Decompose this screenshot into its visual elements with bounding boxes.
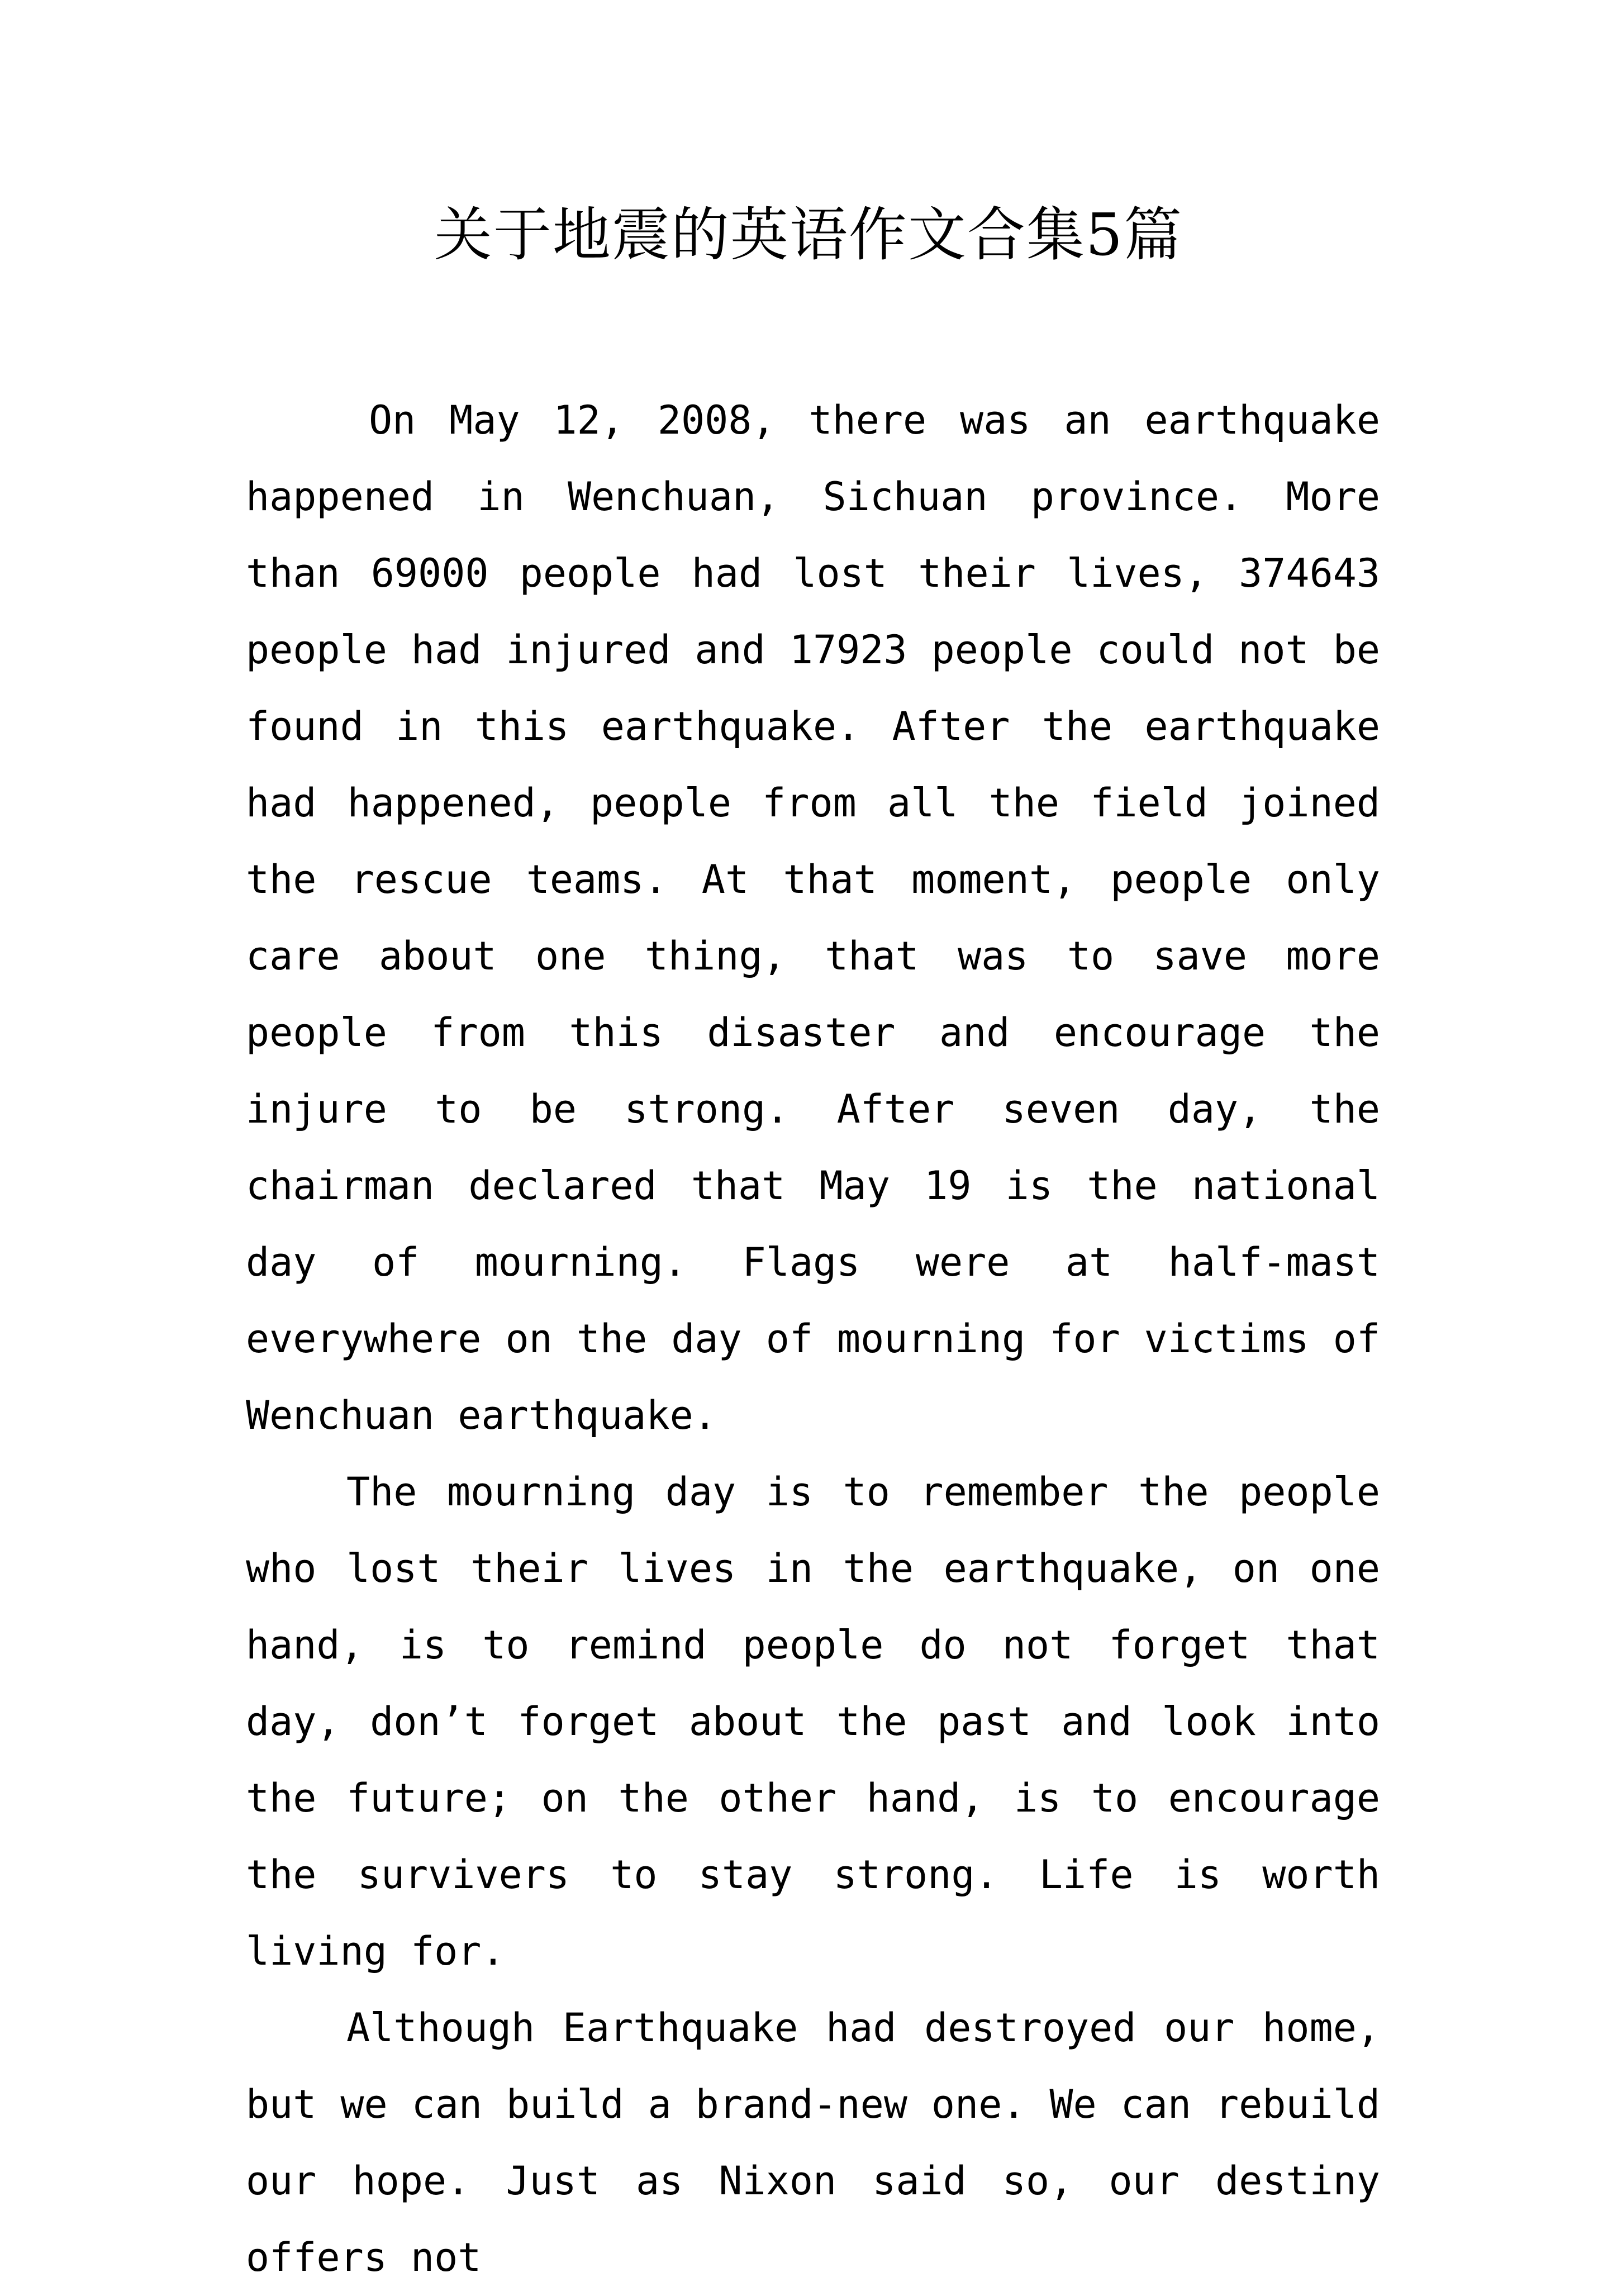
paragraph-1: On May 12, 2008, there was an earthquake happened in Wenchuan, Sichuan province. More than 69000 people had lost their lives, 374643 people had injured and 17923 people could not be found in this earthquake. After the earthquake had happened, people from all the field joined the rescue teams. At that moment, people only care about one thing, that was to save more people from this disaster and encourage the injure to be strong. After seven day, the chairman declared that May 19 is the national day of mourning. Flags were at half-mast everywhere on the day of mourning for victims of Wenchuan earthquake.: [246, 397, 1380, 1438]
paragraph-3: Although Earthquake had destroyed our home, but we can build a brand-new one. We can rebuild our hope. Just as Nixon said so, our destiny offers not: [246, 2005, 1380, 2280]
document-body: [246, 382, 1380, 2296]
document-title: 关于地震的英语作文合集5篇: [434, 201, 1183, 269]
paragraph-2: The mourning day is to remember the people who lost their lives in the earthquake, on one hand, is to remind people do not forget that day, don’t forget about the past and look into the future; on the other hand, is to encourage the survivers to stay strong. Life is worth living for.: [246, 1469, 1380, 1974]
